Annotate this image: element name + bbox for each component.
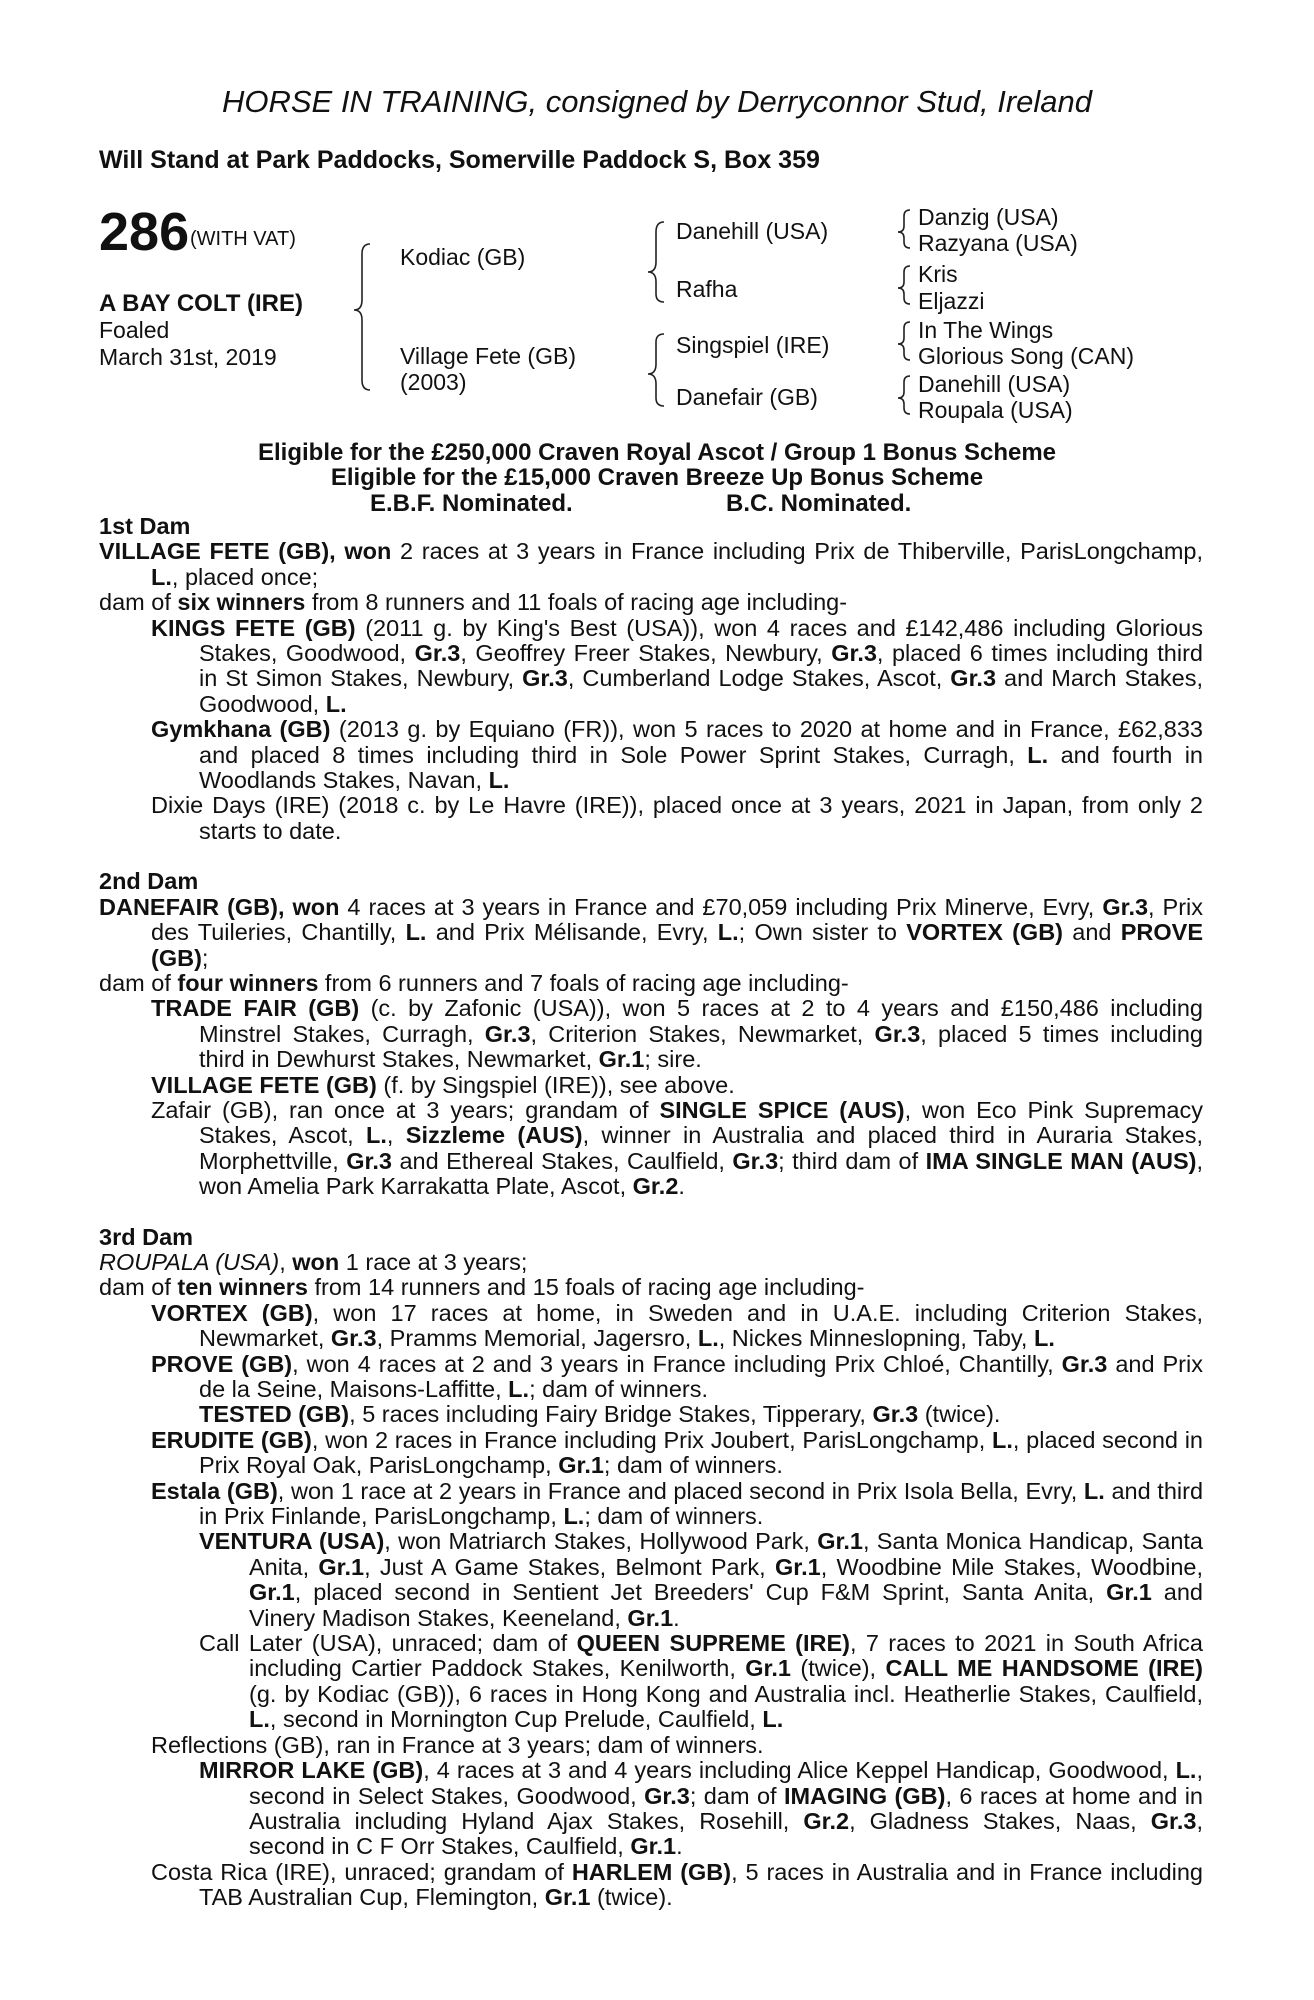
- ped-ssd: Razyana (USA): [918, 230, 1078, 256]
- ped-sss: Danzig (USA): [918, 204, 1059, 230]
- third-dam-progeny-prove: PROVE (GB), won 4 races at 2 and 3 years in France including Prix Chloé, Chantilly, Gr.3 and Prix de la Seine, Maisons-Laffitte, L.; dam of winners.: [151, 1350, 1203, 1402]
- third-dam-grandprogeny-tested: TESTED (GB), 5 races including Fairy Bridge Stakes, Tipperary, Gr.3 (twice).: [199, 1401, 1001, 1428]
- third-dam-grandprogeny-call-later: Call Later (USA), unraced; dam of QUEEN SUPREME (IRE), 7 races to 2021 in South Africa including Cartier Paddock Stakes, Kenilworth, Gr.1 (twice), CALL ME HANDSOME (IRE) (g. by Kodiac (GB)), 6 races in Hong Kong and Australia incl. Heatherlie Stakes, Caulfield, L., second in Mornington Cup Prelude, Caulfield, L.: [199, 1630, 1204, 1733]
- second-dam-produce: dam of four winners from 6 runners and 7 foals of racing age including-: [99, 969, 849, 996]
- second-dam-progeny-2: VILLAGE FETE (GB) (f. by Singspiel (IRE)), see above.: [151, 1071, 735, 1098]
- first-dam-produce: dam of six winners from 8 runners and 11 foals of racing age including-: [99, 589, 848, 616]
- ped-dsd: Glorious Song (CAN): [918, 343, 1135, 369]
- third-dam-grandprogeny-ventura: VENTURA (USA), won Matriarch Stakes, Hollywood Park, Gr.1, Santa Monica Handicap, Santa Anita, Gr.1, Just A Game Stakes, Belmont Park, Gr.1, Woodbine Mile Stakes, Woodbine, Gr.1, placed second in Sentient Jet Breeders' Cup F&M Sprint, Santa Anita, Gr.1 and Vinery Madison Stakes, Keeneland, Gr.1.: [199, 1528, 1204, 1631]
- second-dam-record: DANEFAIR (GB), won 4 races at 3 years in France and £70,059 including Prix Minerve, Evry, Gr.3, Prix des Tuileries, Chantilly, L. and Prix Mélisande, Evry, L.; Own sister to VORTEX (GB) and PROVE (GB);: [99, 893, 1204, 971]
- bc-nominated: B.C. Nominated.: [726, 490, 912, 517]
- first-dam-progeny-1: KINGS FETE (GB) (2011 g. by King's Best (USA)), won 4 races and £142,486 including Glorious Stakes, Goodwood, Gr.3, Geoffrey Freer Stakes, Newbury, Gr.3, placed 6 times including third in St Simon Stakes, Newbury, Gr.3, Cumberland Lodge Stakes, Ascot, Gr.3 and March Stakes, Goodwood, L.: [151, 614, 1203, 717]
- pedigree-brace-main: [354, 244, 370, 390]
- pedigree-brace-sd: [898, 266, 910, 304]
- ped-dds: Danehill (USA): [918, 371, 1071, 397]
- pedigree-brace-dam: [648, 334, 664, 406]
- foaled-date: March 31st, 2019: [99, 344, 277, 370]
- ped-sire-sire: Danehill (USA): [676, 218, 829, 244]
- ped-dam-sire: Singspiel (IRE): [676, 332, 830, 358]
- ebf-nominated: E.B.F. Nominated.: [370, 490, 573, 517]
- ped-sire: Kodiac (GB): [400, 244, 526, 270]
- first-dam-progeny-3: Dixie Days (IRE) (2018 c. by Le Havre (IRE)), placed once at 3 years, 2021 in Japan, from only 2 starts to date.: [151, 792, 1203, 844]
- ped-dam: Village Fete (GB): [400, 343, 576, 369]
- pedigree-brace-ss: [898, 210, 910, 248]
- ped-ddd: Roupala (USA): [918, 397, 1073, 423]
- stand-location: Will Stand at Park Paddocks, Somerville Paddock S, Box 359: [99, 146, 820, 174]
- ped-dss: In The Wings: [918, 317, 1054, 343]
- foaled-label: Foaled: [99, 317, 170, 343]
- third-dam-progeny-reflections: Reflections (GB), ran in France at 3 years; dam of winners.: [151, 1731, 764, 1758]
- page-title: HORSE IN TRAINING, consigned by Derryconnor Stud, Ireland: [221, 84, 1093, 119]
- vat-note: (WITH VAT): [190, 228, 296, 250]
- third-dam-heading: 3rd Dam: [99, 1223, 194, 1250]
- third-dam-progeny-estala: Estala (GB), won 1 race at 2 years in France and placed second in Prix Isola Bella, Evry, L. and third in Prix Finlande, ParisLongchamp, L.; dam of winners.: [151, 1477, 1204, 1530]
- third-dam-progeny-vortex: VORTEX (GB), won 17 races at home, in Sweden and in U.A.E. including Criterion Stakes, Newmarket, Gr.3, Pramms Memorial, Jagersro, L., Nickes Minneslopning, Taby, L.: [151, 1299, 1203, 1352]
- second-dam-progeny-1: TRADE FAIR (GB) (c. by Zafonic (USA)), won 5 races at 2 to 4 years and £150,486 including Minstrel Stakes, Curragh, Gr.3, Criterion Stakes, Newmarket, Gr.3, placed 5 times including third in Dewhurst Stakes, Newmarket, Gr.1; sire.: [151, 995, 1203, 1073]
- first-dam-record: VILLAGE FETE (GB), won 2 races at 3 years in France including Prix de Thiberville, ParisLongchamp, L., placed once;: [99, 538, 1203, 590]
- first-dam-progeny-2: Gymkhana (GB) (2013 g. by Equiano (FR)), won 5 races to 2020 at home and in France, £62,833 and placed 8 times including third in Sole Power Sprint Stakes, Curragh, L. and fourth in Woodlands Stakes, Navan, L.: [151, 716, 1203, 794]
- pedigree-brace-dd: [898, 376, 910, 414]
- third-dam-grandprogeny-mirror-lake: MIRROR LAKE (GB), 4 races at 3 and 4 years including Alice Keppel Handicap, Goodwood, L., second in Select Stakes, Goodwood, Gr.3; dam of IMAGING (GB), 6 races at home and in Australia including Hyland Ajax Stakes, Rosehill, Gr.2, Gladness Stakes, Naas, Gr.3, second in C F Orr Stakes, Caulfield, Gr.1.: [199, 1757, 1203, 1860]
- lot-description: A BAY COLT (IRE): [99, 290, 304, 317]
- ped-sire-dam: Rafha: [676, 276, 738, 302]
- first-dam-heading: 1st Dam: [99, 513, 191, 539]
- third-dam-progeny-erudite: ERUDITE (GB), won 2 races in France including Prix Joubert, ParisLongchamp, L., placed second in Prix Royal Oak, ParisLongchamp, Gr.1; dam of winners.: [151, 1426, 1204, 1479]
- ped-sds: Kris: [918, 261, 958, 287]
- pedigree-notes: [99, 514, 1203, 1911]
- ped-sdd: Eljazzi: [918, 288, 985, 314]
- ped-dam-year: (2003): [400, 369, 467, 395]
- third-dam-produce: dam of ten winners from 14 runners and 15 foals of racing age including-: [99, 1274, 865, 1301]
- eligibility-line-2: Eligible for the £15,000 Craven Breeze Up Bonus Scheme: [330, 464, 984, 491]
- second-dam-heading: 2nd Dam: [99, 868, 199, 895]
- ped-dam-dam: Danefair (GB): [676, 384, 818, 410]
- pedigree-braces: [0, 0, 1314, 440]
- second-dam-progeny-3: Zafair (GB), ran once at 3 years; grandam of SINGLE SPICE (AUS), won Eco Pink Supremacy Stakes, Ascot, L., Sizzleme (AUS), winner in Australia and placed third in Auraria Stakes, Morphettville, Gr.3 and Ethereal Stakes, Caulfield, Gr.3; third dam of IMA SINGLE MAN (AUS), won Amelia Park Karrakatta Plate, Ascot, Gr.2.: [151, 1096, 1204, 1200]
- pedigree-brace-ds: [898, 322, 910, 360]
- eligibility-line-1: Eligible for the £250,000 Craven Royal Ascot / Group 1 Bonus Scheme: [257, 439, 1057, 466]
- third-dam-progeny-costa-rica: Costa Rica (IRE), unraced; grandam of HARLEM (GB), 5 races in Australia and in France including TAB Australian Cup, Flemington, Gr.1 (twice).: [151, 1858, 1203, 1911]
- lot-number: 286: [99, 202, 190, 262]
- third-dam-record: ROUPALA (USA), won 1 race at 3 years;: [99, 1248, 528, 1275]
- pedigree-brace-sire: [648, 222, 664, 302]
